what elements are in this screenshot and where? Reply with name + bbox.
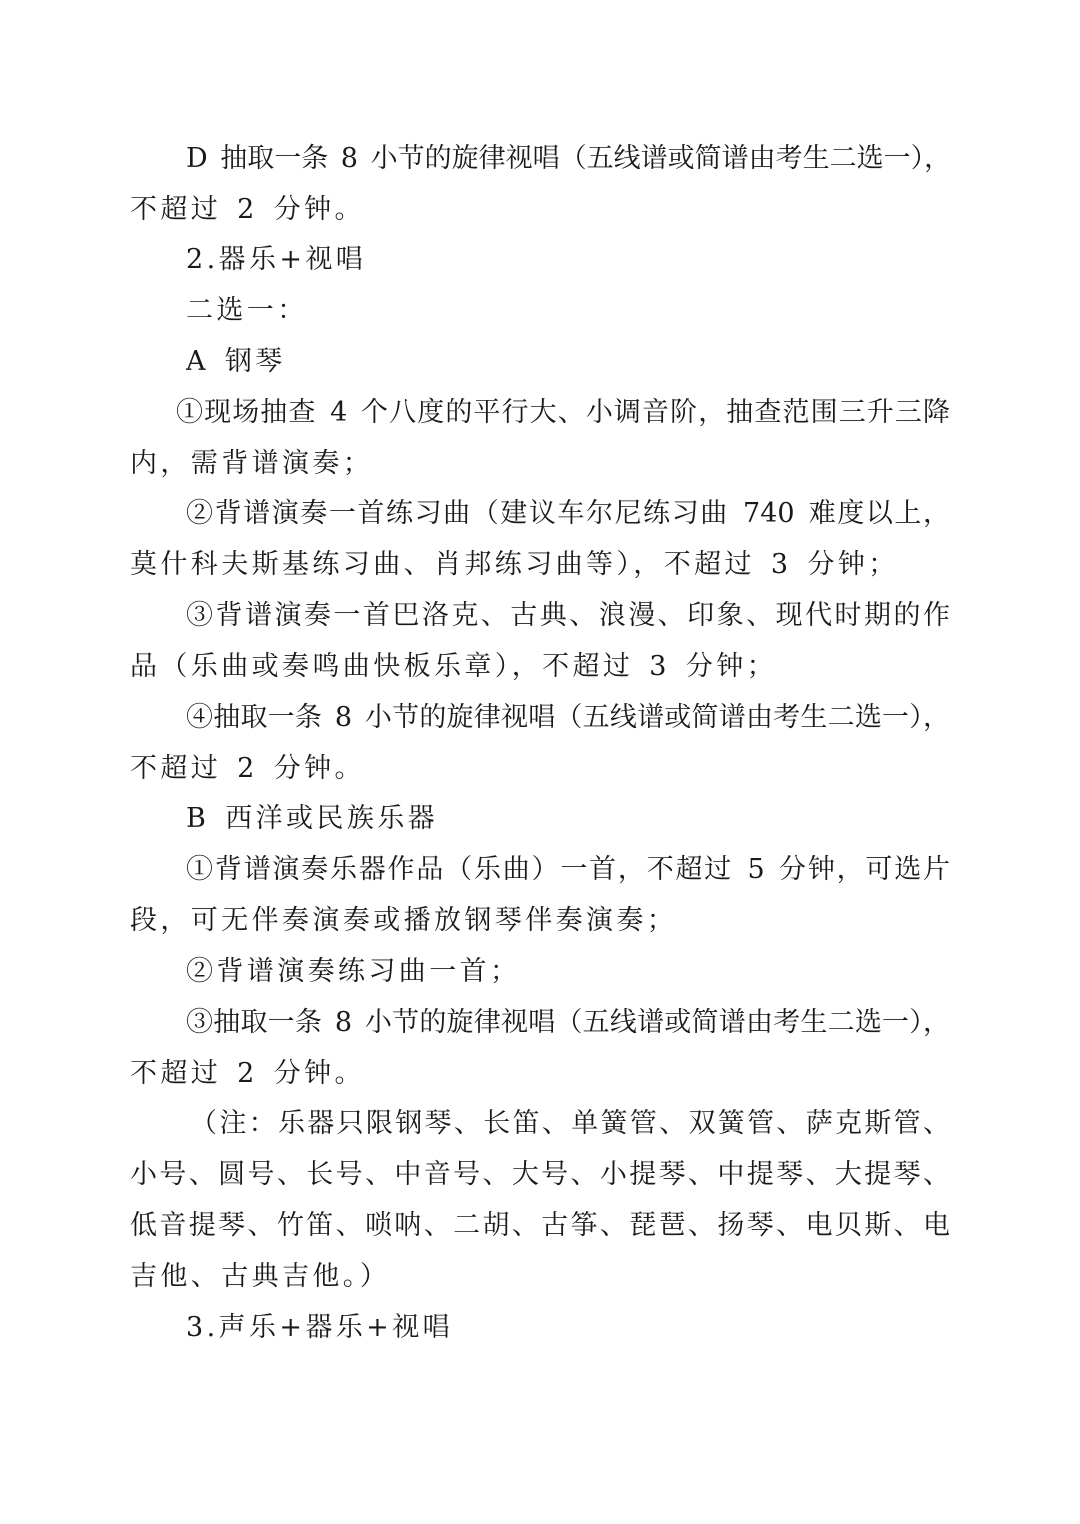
text-line: ②背谱演奏一首练习曲（建议车尔尼练习曲 740 难度以上，: [186, 498, 950, 529]
section-heading: 2.器乐+视唱: [186, 244, 367, 275]
text-line: 不超过 2 分钟。: [130, 194, 365, 225]
note-line: 吉他、古典吉他。）: [130, 1261, 391, 1292]
subsection-heading: B 西洋或民族乐器: [186, 803, 439, 834]
text-line: ③抽取一条 8 小节的旋律视唱（五线谱或简谱由考生二选一），: [186, 1007, 950, 1038]
text-line: 段，可无伴奏演奏或播放钢琴伴奏演奏；: [130, 905, 678, 936]
text-line: D 抽取一条 8 小节的旋律视唱（五线谱或简谱由考生二选一），: [186, 143, 952, 174]
text-line: ③背谱演奏一首巴洛克、古典、浪漫、印象、现代时期的作: [186, 600, 950, 631]
text-line: ④抽取一条 8 小节的旋律视唱（五线谱或简谱由考生二选一），: [186, 702, 950, 733]
text-line: 不超过 2 分钟。: [130, 753, 365, 784]
text-line: 品（乐曲或奏鸣曲快板乐章），不超过 3 分钟；: [130, 651, 778, 682]
text-line: 内，需背谱演奏；: [130, 448, 374, 479]
text-line: 莫什科夫斯基练习曲、肖邦练习曲等），不超过 3 分钟；: [130, 549, 899, 580]
note-line: 小号、圆号、长号、中音号、大号、小提琴、中提琴、大提琴、: [130, 1159, 950, 1190]
text-line: 二选一：: [186, 295, 308, 326]
text-line: ①现场抽查 4 个八度的平行大、小调音阶，抽查范围三升三降: [176, 397, 950, 428]
note-line: 低音提琴、竹笛、唢呐、二胡、古筝、琵琶、扬琴、电贝斯、电: [130, 1210, 950, 1241]
text-line: ①背谱演奏乐器作品（乐曲）一首，不超过 5 分钟，可选片: [186, 854, 950, 885]
note-line: （注：乐器只限钢琴、长笛、单簧管、双簧管、萨克斯管、: [190, 1108, 950, 1139]
subsection-heading: A 钢琴: [186, 346, 286, 377]
text-line: 不超过 2 分钟。: [130, 1058, 365, 1089]
text-line: ②背谱演奏练习曲一首；: [186, 956, 521, 987]
section-heading: 3.声乐+器乐+视唱: [186, 1312, 454, 1343]
